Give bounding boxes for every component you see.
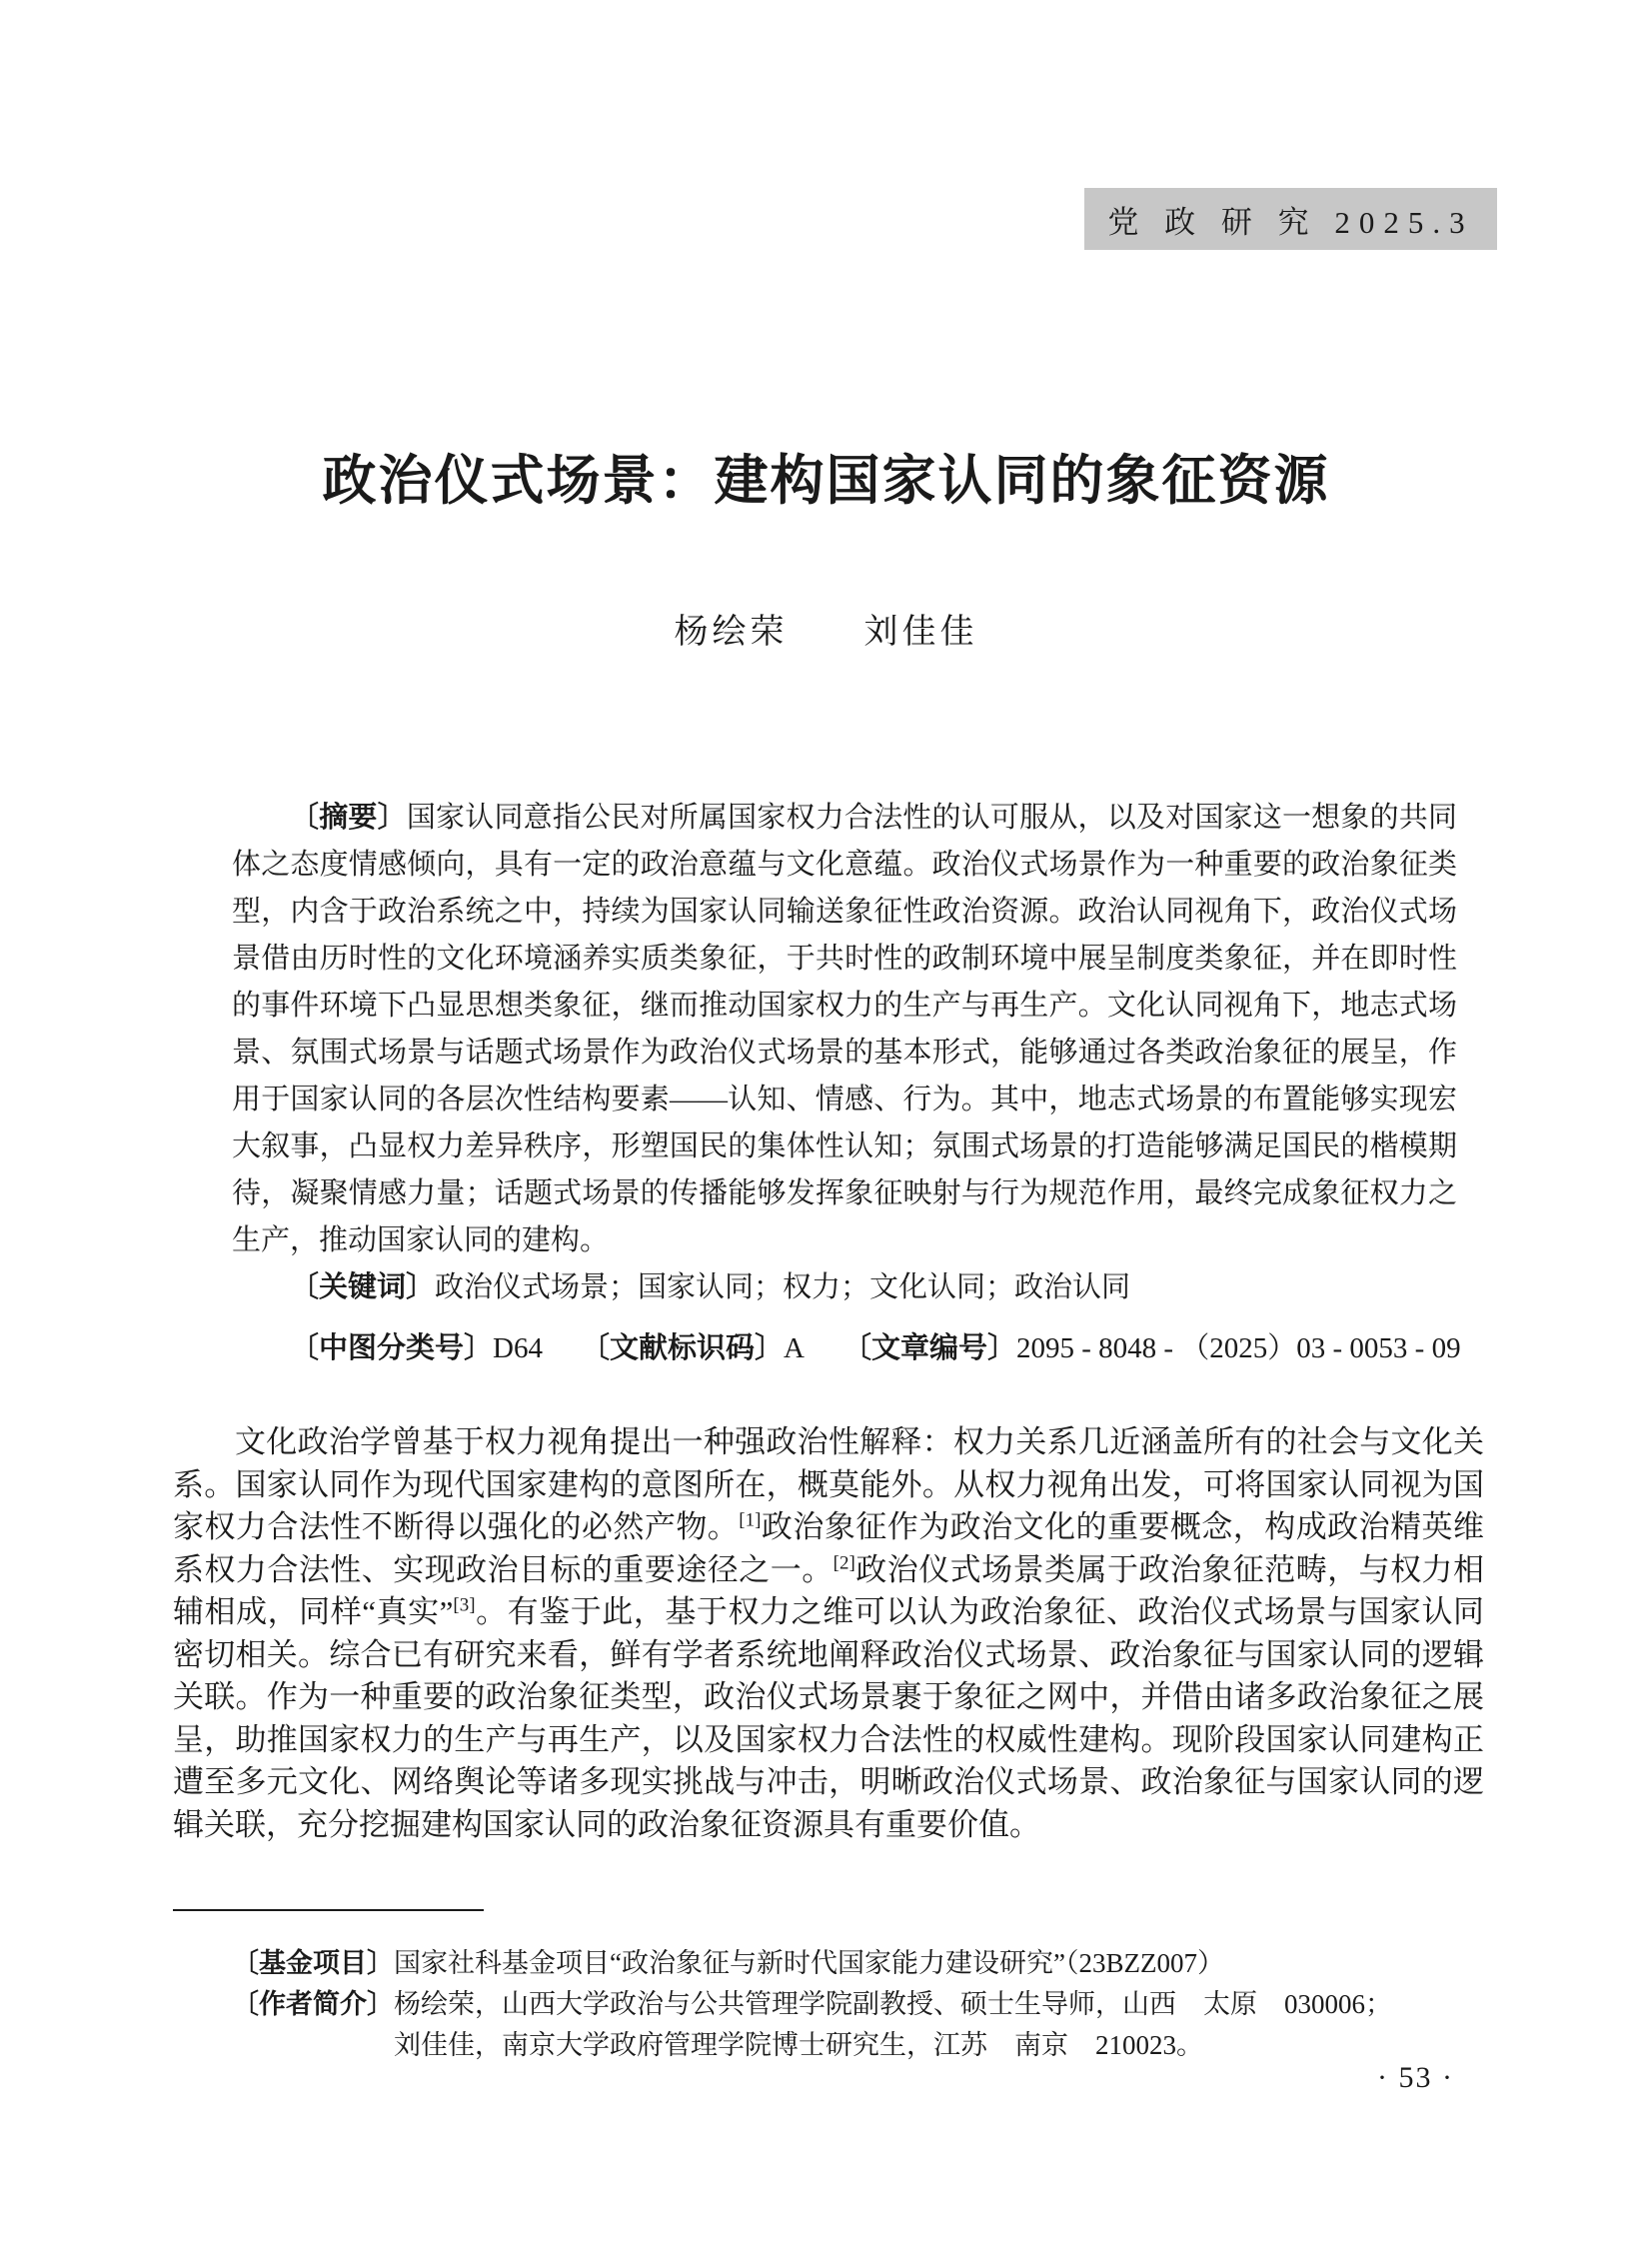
abstract-paragraph: [232, 795, 1457, 1264]
footnote-ref-3: [3]: [453, 1594, 476, 1616]
footnote-separator: [173, 1909, 484, 1911]
bio-lines: [394, 1984, 1392, 2066]
fund-label: 〔基金项目〕: [232, 1948, 394, 1978]
page-number: · 53 ·: [1377, 2061, 1454, 2094]
article-title: 政治仪式场景：建构国家认同的象征资源: [322, 451, 1330, 511]
body-paragraph: [173, 1421, 1484, 1846]
article-authors: 杨绘荣 刘佳佳: [674, 614, 978, 651]
body-segment-4: 。有鉴于此，基于权力之维可以认为政治象征、政治仪式场景与国家认同密切相关。综合已有研究来看，鲜有学者系统地阐释政治仪式场景、政治象征与国家认同的逻辑关联。作为一种重要的政治象征类型，政治仪式场景裹于象征之网中，并借由诸多政治象征之展呈，助推国家权力的生产与再生产，以及国家权力合法性的权威性建构。现阶段国家认同建构正遭至多元文化、网络舆论等诸多现实挑战与冲击，明晰政治仪式场景、政治象征与国家认同的逻辑关联，充分挖掘建构国家认同的政治象征资源具有重要价值。: [173, 1594, 1484, 1842]
abstract-text: 国家认同意指公民对所属国家权力合法性的认可服从，以及对国家这一想象的共同体之态度情感倾向，具有一定的政治意蕴与文化意蕴。政治仪式场景作为一种重要的政治象征类型，内含于政治系统之中，持续为国家认同输送象征性政治资源。政治认同视角下，政治仪式场景借由历时性的文化环境涵养实质类象征，于共时性的政制环境中展呈制度类象征，并在即时性的事件环境下凸显思想类象征，继而推动国家权力的生产与再生产。文化认同视角下，地志式场景、氛围式场景与话题式场景作为政治仪式场景的基本形式，能够通过各类政治象征的展呈，作用于国家认同的各层次性结构要素——认知、情感、行为。其中，地志式场景的布置能够实现宏大叙事，凸显权力差异秩序，形塑国民的集体性认知；氛围式场景的打造能够满足国民的楷模期待，凝聚情感力量；话题式场景的传播能够发挥象征映射与行为规范作用，最终完成象征权力之生产，推动国家认同的建构。: [232, 802, 1457, 1256]
article-id-label: 〔文章编号〕: [841, 1332, 1016, 1364]
clc-label: 〔中图分类号〕: [290, 1332, 494, 1364]
fund-text: 国家社科基金项目“政治象征与新时代国家能力建设研究”（23BZZ007）: [394, 1948, 1224, 1978]
doc-code-group: [581, 1332, 805, 1364]
footnotes-section: [232, 1943, 1511, 2066]
fund-project-row: [232, 1943, 1511, 1984]
bio-line-2: 刘佳佳，南京大学政府管理学院博士研究生，江苏 南京 210023。: [394, 2030, 1203, 2060]
doc-code-value: A: [783, 1332, 805, 1364]
clc-group: [290, 1332, 543, 1364]
abstract-section: [232, 795, 1461, 1372]
body-segment-1: 文化政治学曾基于权力视角提出一种强政治性解释：权力关系几近涵盖所有的社会与文化关系。国家认同作为现代国家建构的意图所在，概莫能外。从权力视角出发，可将国家认同视为国家权力合法性不断得以强化的必然产物。: [173, 1424, 1484, 1544]
footnote-ref-1: [1]: [739, 1509, 762, 1531]
classification-line: [232, 1325, 1461, 1372]
footnote-ref-2: [2]: [832, 1552, 855, 1574]
doc-code-label: 〔文献标识码〕: [580, 1332, 784, 1364]
keywords-label: 〔关键词〕: [290, 1271, 436, 1303]
body-segment-2: 政治象征作为政治文化的重要概念，构成政治精英维系权力合法性、实现政治目标的重要途径之一。: [173, 1509, 1485, 1587]
clc-value: D64: [493, 1332, 543, 1364]
body-segment-3: 政治仪式场景类属于政治象征范畴，与权力相辅相成，同样“真实”: [173, 1551, 1485, 1629]
author-bio-row: [232, 1984, 1511, 2066]
bio-label: 〔作者简介〕: [232, 1989, 394, 2019]
bio-line-1: 杨绘荣，山西大学政治与公共管理学院副教授、硕士生导师，山西 太原 030006；: [394, 1989, 1392, 2019]
journal-header-badge: 党 政 研 究 2025.3: [1084, 188, 1497, 250]
article-id-group: [842, 1332, 1461, 1364]
keywords-text: 政治仪式场景；国家认同；权力；文化认同；政治认同: [435, 1271, 1131, 1303]
keywords-line: [232, 1264, 1457, 1311]
article-id-value: 2095 - 8048 - （2025）03 - 0053 - 09: [1015, 1332, 1461, 1364]
abstract-label: 〔摘要〕: [290, 802, 407, 834]
